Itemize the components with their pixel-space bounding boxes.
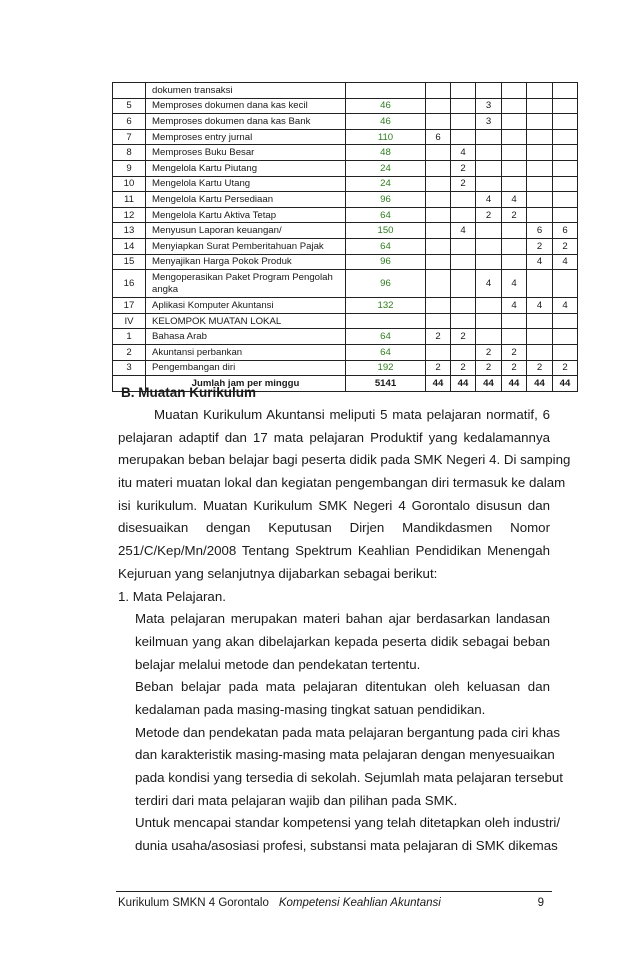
week-hours-cell: 2 bbox=[451, 176, 476, 192]
week-hours-cell bbox=[426, 176, 451, 192]
total-hours-cell: 48 bbox=[346, 145, 426, 161]
week-hours-cell bbox=[426, 344, 451, 360]
paragraph-line: pelajaran adaptif dan 17 mata pelajaran Produktif yang kedalamannya bbox=[118, 429, 550, 445]
subject-name: Bahasa Arab bbox=[146, 329, 346, 345]
week-hours-cell bbox=[451, 83, 476, 99]
week-hours-cell: 2 bbox=[553, 360, 578, 376]
total-hours-cell: 96 bbox=[346, 270, 426, 298]
row-number: 15 bbox=[113, 254, 146, 270]
week-hours-cell bbox=[553, 145, 578, 161]
row-number: 7 bbox=[113, 129, 146, 145]
week-hours-cell: 2 bbox=[476, 344, 502, 360]
sub-line: kedalaman pada masing-masing tingkat satuan pendidikan. bbox=[135, 701, 486, 717]
paragraph-line: disesuaikan dengan Keputusan Dirjen Mandikdasmen Nomor bbox=[118, 520, 550, 536]
week-hours-cell bbox=[476, 129, 502, 145]
week-hours-cell bbox=[476, 145, 502, 161]
week-hours-cell: 2 bbox=[502, 207, 527, 223]
subject-name: Mengelola Kartu Piutang bbox=[146, 160, 346, 176]
week-hours-cell bbox=[527, 270, 553, 298]
subject-name: Mengelola Kartu Aktiva Tetap bbox=[146, 207, 346, 223]
week-hours-cell bbox=[476, 313, 502, 329]
subject-name: Menyusun Laporan keuangan/ bbox=[146, 223, 346, 239]
week-hours-cell bbox=[426, 254, 451, 270]
row-number: 13 bbox=[113, 223, 146, 239]
week-hours-cell: 6 bbox=[426, 129, 451, 145]
week-hours-cell bbox=[527, 329, 553, 345]
week-hours-cell bbox=[553, 83, 578, 99]
week-hours-cell: 4 bbox=[451, 145, 476, 161]
week-hours-cell: 3 bbox=[476, 98, 502, 114]
week-hours-cell: 4 bbox=[502, 270, 527, 298]
week-hours-cell bbox=[476, 83, 502, 99]
paragraph-line: 251/C/Kep/Mn/2008 Tentang Spektrum Keahlian Pendidikan Menengah bbox=[118, 543, 550, 559]
sub-line: Beban belajar pada mata pelajaran ditentukan oleh keluasan dan bbox=[135, 679, 550, 695]
week-hours-cell bbox=[553, 129, 578, 145]
row-number: IV bbox=[113, 313, 146, 329]
total-week-cell: 44 bbox=[553, 376, 578, 392]
total-hours-cell: 64 bbox=[346, 344, 426, 360]
week-hours-cell bbox=[502, 83, 527, 99]
total-hours-cell bbox=[346, 83, 426, 99]
total-hours-cell: 64 bbox=[346, 238, 426, 254]
week-hours-cell: 2 bbox=[527, 238, 553, 254]
week-hours-cell: 4 bbox=[527, 254, 553, 270]
week-hours-cell: 2 bbox=[553, 238, 578, 254]
week-hours-cell: 2 bbox=[451, 360, 476, 376]
subject-name: Pengembangan diri bbox=[146, 360, 346, 376]
week-hours-cell: 4 bbox=[527, 298, 553, 314]
week-hours-cell bbox=[502, 160, 527, 176]
sub-line: pada kondisi yang tersedia di sekolah. Sejumlah mata pelajaran tersebut bbox=[135, 770, 563, 785]
table-row bbox=[113, 254, 578, 270]
week-hours-cell bbox=[527, 176, 553, 192]
total-hours-cell: 132 bbox=[346, 298, 426, 314]
subject-name: Mengoperasikan Paket Program Pengolah angka bbox=[146, 270, 346, 298]
row-number: 6 bbox=[113, 114, 146, 130]
paragraph-line: merupakan beban belajar bagi peserta didik pada SMK Negeri 4. Di samping bbox=[118, 452, 571, 468]
week-hours-cell bbox=[502, 238, 527, 254]
week-hours-cell bbox=[476, 329, 502, 345]
footer-divider bbox=[116, 891, 552, 892]
week-hours-cell bbox=[451, 270, 476, 298]
week-hours-cell: 4 bbox=[553, 298, 578, 314]
week-hours-cell bbox=[527, 129, 553, 145]
sub-line: dunia usaha/asosiasi profesi, substansi mata pelajaran di SMK dikemas bbox=[135, 838, 558, 854]
total-hours-cell bbox=[346, 313, 426, 329]
sub-line: Mata pelajaran merupakan materi bahan ajar berdasarkan landasan bbox=[135, 611, 550, 627]
sub-line: Untuk mencapai standar kompetensi yang telah ditetapkan oleh industri/ bbox=[135, 815, 561, 831]
week-hours-cell: 2 bbox=[527, 360, 553, 376]
subject-name: Menyiapkan Surat Pemberitahuan Pajak bbox=[146, 238, 346, 254]
row-number: 2 bbox=[113, 344, 146, 360]
table-row bbox=[113, 129, 578, 145]
curriculum-table bbox=[112, 82, 578, 392]
week-hours-cell bbox=[553, 313, 578, 329]
week-hours-cell bbox=[476, 160, 502, 176]
week-hours-cell bbox=[426, 270, 451, 298]
sub-line: dan karakteristik masing-masing mata pelajaran dengan menyesuaikan bbox=[135, 747, 555, 763]
week-hours-cell bbox=[451, 313, 476, 329]
week-hours-cell bbox=[527, 313, 553, 329]
week-hours-cell bbox=[527, 207, 553, 223]
row-number: 5 bbox=[113, 98, 146, 114]
week-hours-cell bbox=[527, 114, 553, 130]
week-hours-cell: 4 bbox=[502, 192, 527, 208]
week-hours-cell bbox=[426, 145, 451, 161]
table-body bbox=[113, 83, 578, 376]
week-hours-cell bbox=[451, 238, 476, 254]
week-hours-cell: 2 bbox=[426, 360, 451, 376]
week-hours-cell bbox=[553, 176, 578, 192]
week-hours-cell bbox=[502, 114, 527, 130]
week-hours-cell: 6 bbox=[553, 223, 578, 239]
row-number: 8 bbox=[113, 145, 146, 161]
total-hours-cell: 64 bbox=[346, 207, 426, 223]
total-week-cell: 44 bbox=[451, 376, 476, 392]
week-hours-cell bbox=[553, 160, 578, 176]
subject-name: Memproses entry jurnal bbox=[146, 129, 346, 145]
total-week-cell: 44 bbox=[527, 376, 553, 392]
table-row bbox=[113, 145, 578, 161]
subject-name: Mengelola Kartu Utang bbox=[146, 176, 346, 192]
total-hours-cell: 96 bbox=[346, 254, 426, 270]
total-label: Jumlah jam per minggu bbox=[146, 376, 346, 392]
week-hours-cell bbox=[426, 223, 451, 239]
row-number: 9 bbox=[113, 160, 146, 176]
week-hours-cell: 2 bbox=[451, 160, 476, 176]
table-row bbox=[113, 83, 578, 99]
week-hours-cell: 2 bbox=[502, 360, 527, 376]
row-number: 3 bbox=[113, 360, 146, 376]
week-hours-cell bbox=[502, 329, 527, 345]
week-hours-cell: 6 bbox=[527, 223, 553, 239]
total-week-cell: 44 bbox=[426, 376, 451, 392]
subject-name: KELOMPOK MUATAN LOKAL bbox=[146, 313, 346, 329]
week-hours-cell bbox=[502, 223, 527, 239]
table-row bbox=[113, 160, 578, 176]
total-hours: 5141 bbox=[346, 376, 426, 392]
week-hours-cell: 4 bbox=[502, 298, 527, 314]
week-hours-cell bbox=[553, 192, 578, 208]
week-hours-cell: 3 bbox=[476, 114, 502, 130]
row-number: 11 bbox=[113, 192, 146, 208]
footer-subtitle: Kompetensi Keahlian Akuntansi bbox=[278, 897, 441, 909]
week-hours-cell: 2 bbox=[451, 329, 476, 345]
week-hours-cell bbox=[476, 238, 502, 254]
page-footer bbox=[118, 897, 544, 909]
table-row bbox=[113, 329, 578, 345]
week-hours-cell bbox=[476, 176, 502, 192]
table-row bbox=[113, 176, 578, 192]
table-row bbox=[113, 270, 578, 298]
week-hours-cell bbox=[451, 98, 476, 114]
week-hours-cell: 4 bbox=[476, 270, 502, 298]
total-hours-cell: 46 bbox=[346, 98, 426, 114]
row-number: 1 bbox=[113, 329, 146, 345]
week-hours-cell bbox=[527, 145, 553, 161]
week-hours-cell bbox=[502, 145, 527, 161]
week-hours-cell bbox=[426, 83, 451, 99]
page-number: 9 bbox=[537, 897, 544, 909]
total-hours-cell: 24 bbox=[346, 176, 426, 192]
table-row bbox=[113, 344, 578, 360]
table-row bbox=[113, 298, 578, 314]
total-hours-cell: 64 bbox=[346, 329, 426, 345]
week-hours-cell bbox=[426, 207, 451, 223]
week-hours-cell bbox=[426, 238, 451, 254]
list-item-heading: 1. Mata Pelajaran. bbox=[118, 588, 226, 604]
week-hours-cell bbox=[553, 114, 578, 130]
week-hours-cell bbox=[527, 98, 553, 114]
week-hours-cell bbox=[553, 98, 578, 114]
week-hours-cell bbox=[451, 192, 476, 208]
intro-paragraph bbox=[118, 404, 571, 858]
total-hours-cell: 96 bbox=[346, 192, 426, 208]
week-hours-cell: 2 bbox=[426, 329, 451, 345]
table-row bbox=[113, 238, 578, 254]
row-number bbox=[113, 83, 146, 99]
week-hours-cell bbox=[553, 344, 578, 360]
week-hours-cell bbox=[451, 114, 476, 130]
week-hours-cell bbox=[451, 254, 476, 270]
row-number: 10 bbox=[113, 176, 146, 192]
week-hours-cell bbox=[502, 313, 527, 329]
week-hours-cell bbox=[476, 298, 502, 314]
week-hours-cell bbox=[426, 192, 451, 208]
week-hours-cell bbox=[553, 329, 578, 345]
total-hours-cell: 192 bbox=[346, 360, 426, 376]
week-hours-cell bbox=[426, 98, 451, 114]
paragraph-line: Kejuruan yang selanjutnya dijabarkan sebagai berikut: bbox=[118, 565, 438, 581]
week-hours-cell: 2 bbox=[476, 207, 502, 223]
week-hours-cell bbox=[502, 176, 527, 192]
total-hours-cell: 46 bbox=[346, 114, 426, 130]
week-hours-cell bbox=[451, 129, 476, 145]
total-week-cell: 44 bbox=[502, 376, 527, 392]
subject-name: Memproses Buku Besar bbox=[146, 145, 346, 161]
week-hours-cell bbox=[502, 254, 527, 270]
week-hours-cell bbox=[527, 83, 553, 99]
table-row bbox=[113, 313, 578, 329]
total-hours-cell: 150 bbox=[346, 223, 426, 239]
total-week-cell: 44 bbox=[476, 376, 502, 392]
subject-name: dokumen transaksi bbox=[146, 83, 346, 99]
week-hours-cell: 4 bbox=[553, 254, 578, 270]
table-row bbox=[113, 114, 578, 130]
subject-name: Mengelola Kartu Persediaan bbox=[146, 192, 346, 208]
table-row bbox=[113, 207, 578, 223]
sub-line: keilmuan yang akan dibelajarkan kepada peserta didik sebagai beban bbox=[135, 633, 550, 649]
row-number: 14 bbox=[113, 238, 146, 254]
row-number: 16 bbox=[113, 270, 146, 298]
row-number: 17 bbox=[113, 298, 146, 314]
subject-name: Aplikasi Komputer Akuntansi bbox=[146, 298, 346, 314]
table-row bbox=[113, 98, 578, 114]
week-hours-cell bbox=[502, 129, 527, 145]
table-row bbox=[113, 192, 578, 208]
paragraph-line: itu materi muatan lokal dan kegiatan pengembangan diri termasuk ke dalam bbox=[118, 475, 566, 491]
week-hours-cell bbox=[527, 160, 553, 176]
sub-line: Metode dan pendekatan pada mata pelajaran bergantung pada ciri khas bbox=[135, 724, 561, 740]
subject-name: Menyajikan Harga Pokok Produk bbox=[146, 254, 346, 270]
week-hours-cell bbox=[426, 298, 451, 314]
subject-name: Akuntansi perbankan bbox=[146, 344, 346, 360]
week-hours-cell bbox=[426, 313, 451, 329]
subject-name: Memproses dokumen dana kas kecil bbox=[146, 98, 346, 114]
week-hours-cell: 4 bbox=[451, 223, 476, 239]
footer-title: Kurikulum SMKN 4 Gorontalo bbox=[118, 897, 269, 909]
section-heading: B. Muatan Kurikulum bbox=[121, 385, 257, 400]
week-hours-cell bbox=[426, 114, 451, 130]
week-hours-cell bbox=[553, 207, 578, 223]
total-hours-cell: 24 bbox=[346, 160, 426, 176]
week-hours-cell bbox=[476, 254, 502, 270]
week-hours-cell bbox=[451, 298, 476, 314]
sub-line: belajar melalui metode dan pendekatan tertentu. bbox=[135, 656, 421, 672]
week-hours-cell bbox=[527, 192, 553, 208]
paragraph-line: Muatan Kurikulum Akuntansi meliputi 5 mata pelajaran normatif, 6 bbox=[154, 407, 550, 422]
sub-line: terdiri dari mata pelajaran wajib dan pilihan pada SMK. bbox=[135, 792, 458, 808]
week-hours-cell: 2 bbox=[502, 344, 527, 360]
table-row bbox=[113, 360, 578, 376]
week-hours-cell bbox=[426, 160, 451, 176]
total-hours-cell: 110 bbox=[346, 129, 426, 145]
week-hours-cell bbox=[527, 344, 553, 360]
week-hours-cell: 4 bbox=[476, 192, 502, 208]
row-number: 12 bbox=[113, 207, 146, 223]
week-hours-cell bbox=[451, 344, 476, 360]
paragraph-line: isi kurikulum. Muatan Kurikulum SMK Negeri 4 Gorontalo disusun dan bbox=[118, 497, 550, 513]
subject-name: Memproses dokumen dana kas Bank bbox=[146, 114, 346, 130]
week-hours-cell bbox=[502, 98, 527, 114]
week-hours-cell: 2 bbox=[476, 360, 502, 376]
week-hours-cell bbox=[476, 223, 502, 239]
week-hours-cell bbox=[553, 270, 578, 298]
table-row bbox=[113, 223, 578, 239]
week-hours-cell bbox=[451, 207, 476, 223]
